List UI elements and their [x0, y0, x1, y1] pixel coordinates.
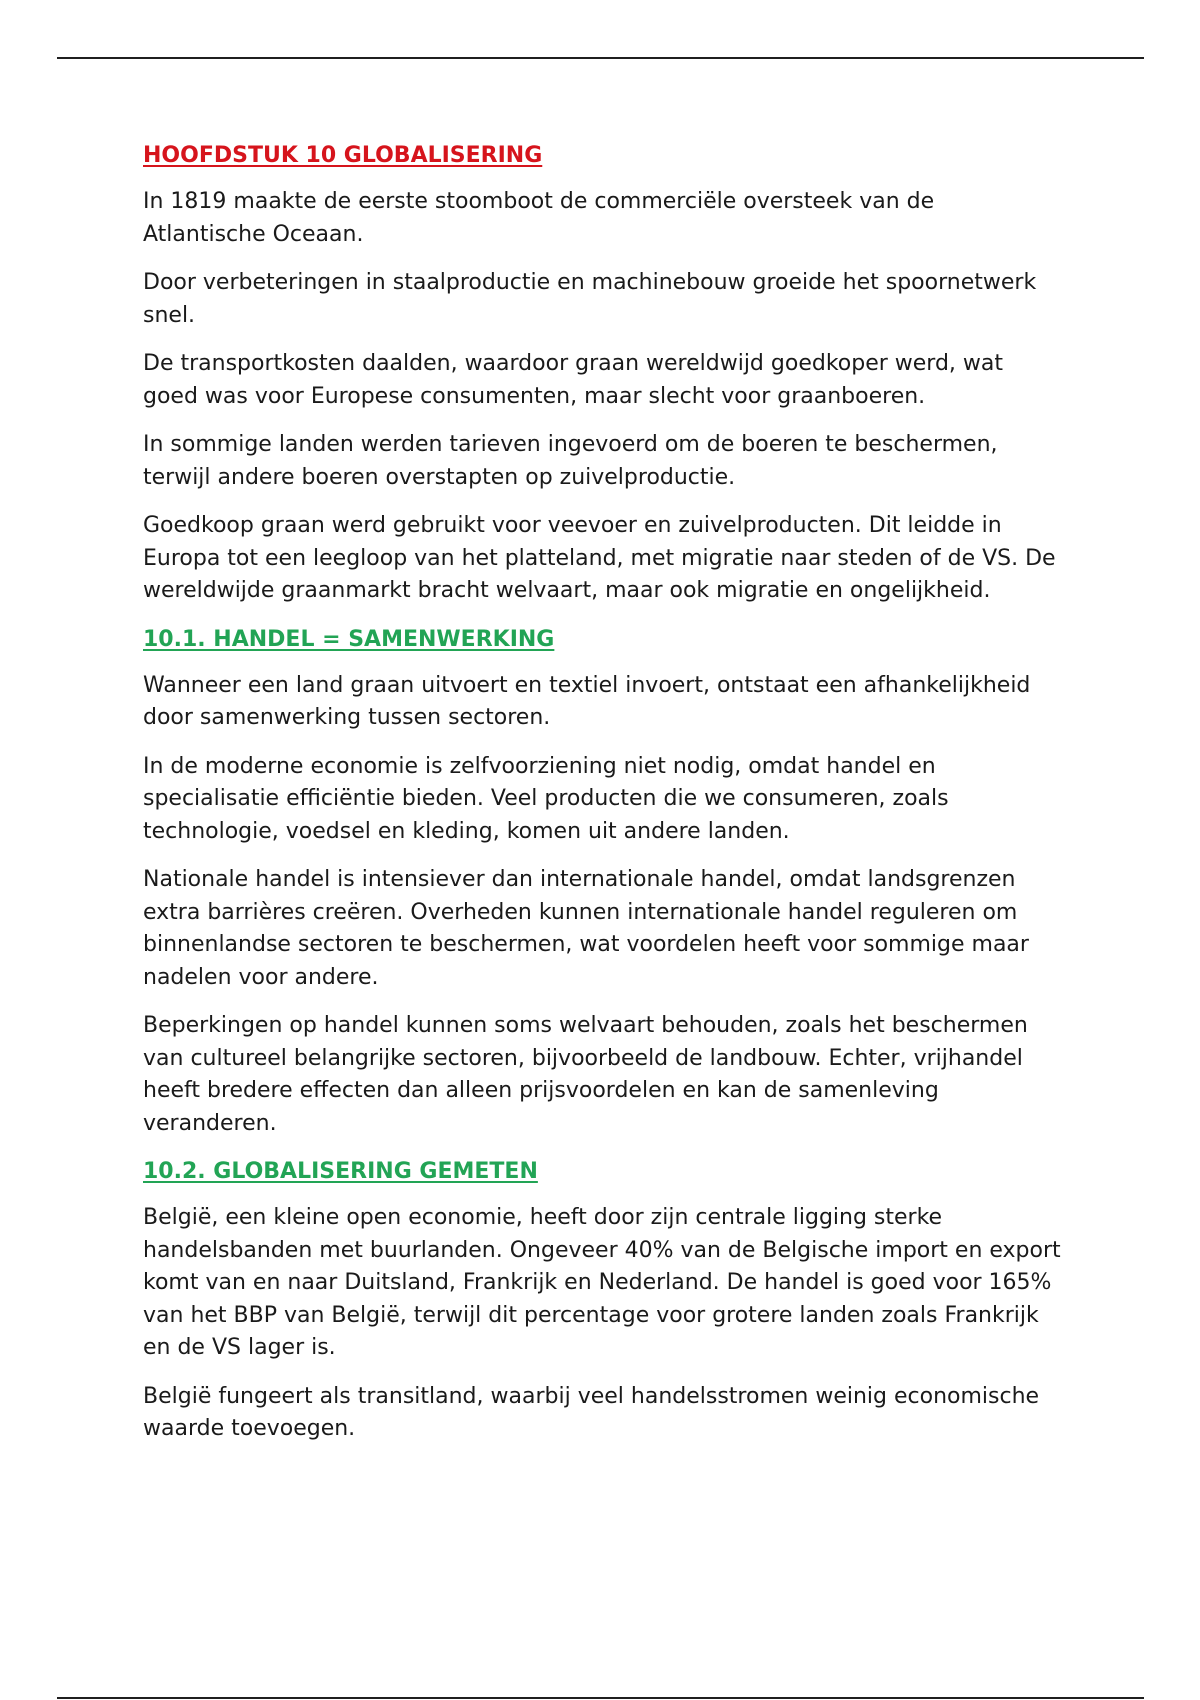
paragraph: België, een kleine open economie, heeft door zijn centrale ligging sterke handelsbanden met buurlanden. Ongeveer 40% van de Belgische import en export komt van en naar Duitsland, Frankrijk en Nederland. De handel is goed voor 165% van het BBP van België, terwijl dit percentage voor grotere landen zoals Frankrijk en de VS lager is.: [143, 1205, 1061, 1360]
paragraph: De transportkosten daalden, waardoor graan wereldwijd goedkoper werd, wat goed was voor Europese consumenten, maar slecht voor graanboeren.: [143, 351, 1004, 409]
paragraph: België fungeert als transitland, waarbij veel handelsstromen weinig economische waarde toevoegen.: [143, 1383, 1040, 1441]
paragraph: Nationale handel is intensiever dan internationale handel, omdat landsgrenzen extra barrières creëren. Overheden kunnen internationale handel reguleren om binnenlandse sectoren te beschermen, wat voordelen heeft voor sommige maar nadelen voor andere.: [143, 867, 1029, 990]
chapter-title: HOOFDSTUK 10 GLOBALISERING: [143, 143, 543, 168]
footer-rule: [57, 1697, 1144, 1699]
document-body: [143, 140, 1063, 1462]
paragraph: In 1819 maakte de eerste stoomboot de commerciële oversteek van de Atlantische Oceaan.: [143, 189, 935, 247]
paragraph: Door verbeteringen in staalproductie en machinebouw groeide het spoornetwerk snel.: [143, 270, 1037, 328]
section-title-10-1: 10.1. HANDEL = SAMENWERKING: [143, 626, 555, 652]
paragraph: In de moderne economie is zelfvoorziening niet nodig, omdat handel en specialisatie efficiëntie bieden. Veel producten die we consumeren, zoals technologie, voedsel en kleding, komen uit andere landen.: [143, 753, 949, 844]
paragraph: Goedkoop graan werd gebruikt voor veevoer en zuivelproducten. Dit leidde in Europa tot een leegloop van het platteland, met migratie naar steden of de VS. De wereldwijde graanmarkt bracht welvaart, maar ook migratie en ongelijkheid.: [143, 513, 1056, 603]
header-rule: [57, 57, 1144, 59]
paragraph: Beperkingen op handel kunnen soms welvaart behouden, zoals het beschermen van cultureel belangrijke sectoren, bijvoorbeeld de landbouw. Echter, vrijhandel heeft bredere effecten dan alleen prijsvoordelen en kan de samenleving veranderen.: [143, 1013, 1028, 1136]
paragraph: In sommige landen werden tarieven ingevoerd om de boeren te beschermen, terwijl andere boeren overstapten op zuivelproductie.: [143, 432, 998, 490]
section-title-10-2: 10.2. GLOBALISERING GEMETEN: [143, 1159, 538, 1184]
paragraph: Wanneer een land graan uitvoert en textiel invoert, ontstaat een afhankelijkheid door samenwerking tussen sectoren.: [143, 672, 1031, 730]
